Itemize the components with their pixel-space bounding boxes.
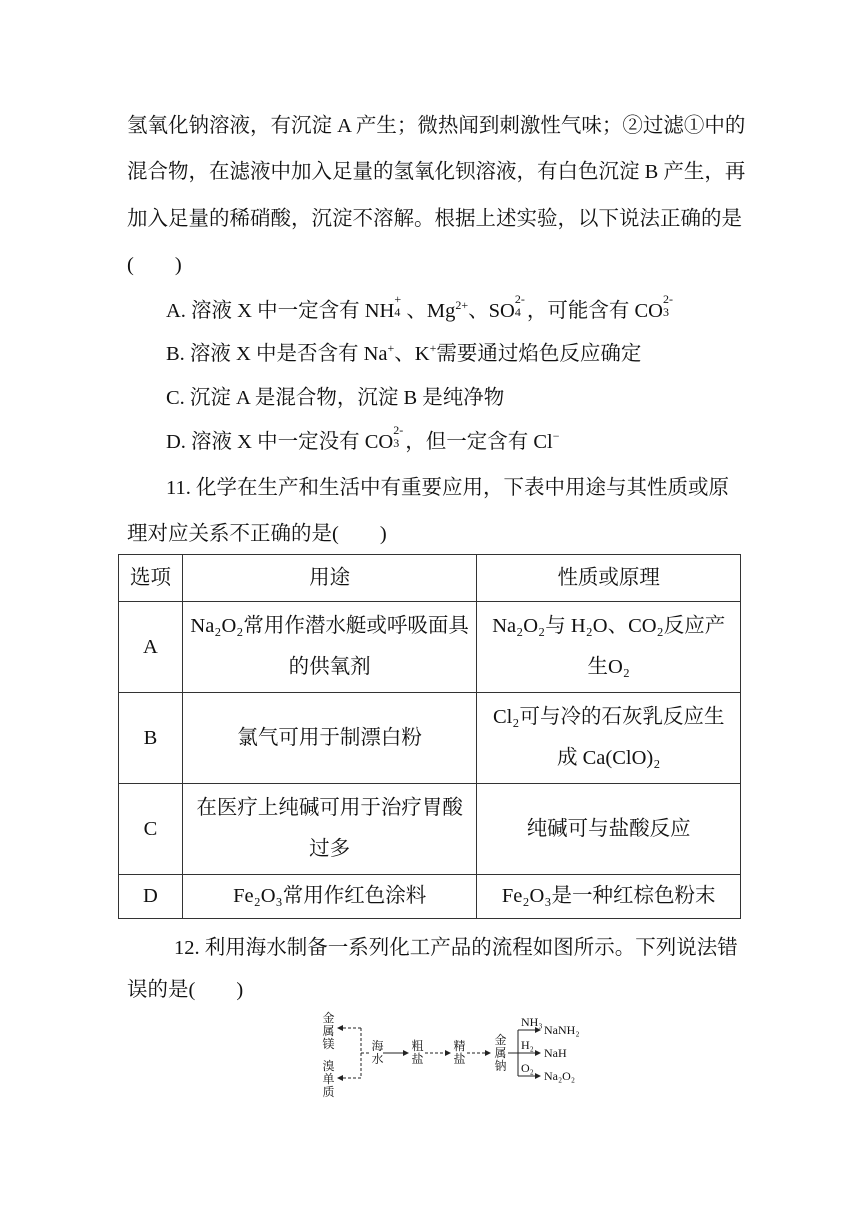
q10-stem-line2: 混合物，在滤液中加入足量的氢氧化钡溶液，有白色沉淀 B 产生，再 [127, 161, 746, 183]
q11-table [118, 554, 741, 919]
q10-stem-line1: 氢氧化钠溶液，有沉淀 A 产生；微热闻到刺激性气味；②过滤①中的 [127, 115, 746, 137]
label-nah: NaH [544, 1046, 567, 1060]
label-magnesium: 金属镁 [322, 1011, 335, 1051]
row-property: Na₂O₂与 H₂O、CO₂反应产生O₂ [477, 602, 741, 693]
row-use: Na₂O₂常用作潜水艇或呼吸面具的供氧剂 [182, 602, 476, 693]
q10-option-b: B. 溶液 X 中是否含有 Na+、K+需要通过焰色反应确定 [166, 341, 642, 365]
q10-answer-bracket: ( ) [127, 254, 182, 276]
label-crude-salt: 粗盐 [411, 1039, 424, 1066]
header-property: 性质或原理 [477, 555, 741, 602]
row-property: Cl₂可与冷的石灰乳反应生成 Ca(ClO)₂ [477, 693, 741, 784]
row-option: D [119, 875, 183, 919]
seawater-process-flow-diagram [318, 1012, 588, 1098]
label-seawater: 海水 [371, 1039, 384, 1066]
label-refined-salt: 精盐 [453, 1039, 466, 1066]
label-h2: H₂ [521, 1038, 534, 1052]
table-row [119, 784, 741, 875]
q10-option-a: A. 溶液 X 中一定含有 NH + 4 、$Mg^{2+}$、SO 2- 4 ，可能含有 CO 2- 3 [166, 292, 673, 322]
label-o2: O₂ [521, 1061, 534, 1075]
q11-stem-line2: 理对应关系不正确的是( ) [127, 523, 387, 545]
label-sodium: 金属钠 [494, 1033, 507, 1073]
header-option: 选项 [119, 555, 183, 602]
table-header-row [119, 555, 741, 602]
table-row [119, 875, 741, 919]
header-use: 用途 [182, 555, 476, 602]
q10-option-d: D. 溶液 X 中一定没有 CO 2- 3 ，但一定含有 Cl− [166, 423, 560, 453]
row-option: A [119, 602, 183, 693]
row-property: Fe₂O₃是一种红棕色粉末 [477, 875, 741, 919]
row-option: B [119, 693, 183, 784]
label-na2o2: Na₂O₂ [544, 1069, 576, 1083]
label-bromine: 溴单质 [322, 1059, 335, 1099]
table-row [119, 693, 741, 784]
q12-stem-line2: 误的是( ) [127, 979, 244, 1001]
row-option: C [119, 784, 183, 875]
q10-stem-line3: 加入足量的稀硝酸，沉淀不溶解。根据上述实验，以下说法正确的是 [127, 208, 742, 230]
table-row [119, 602, 741, 693]
label-nh3: NH₃ [521, 1015, 543, 1029]
q11-stem-line1: 11. 化学在生产和生活中有重要应用，下表中用途与其性质或原 [166, 477, 729, 499]
row-property: 纯碱可与盐酸反应 [477, 784, 741, 875]
row-use: Fe₂O₃常用作红色涂料 [182, 875, 476, 919]
q12-stem-line1: 12. 利用海水制备一系列化工产品的流程如图所示。下列说法错 [174, 937, 738, 959]
row-use: 在医疗上纯碱可用于治疗胃酸过多 [182, 784, 476, 875]
row-use: 氯气可用于制漂白粉 [182, 693, 476, 784]
q10-option-c: C. 沉淀 A 是混合物，沉淀 B 是纯净物 [166, 387, 505, 409]
label-nanh2: NaNH₂ [544, 1023, 580, 1037]
